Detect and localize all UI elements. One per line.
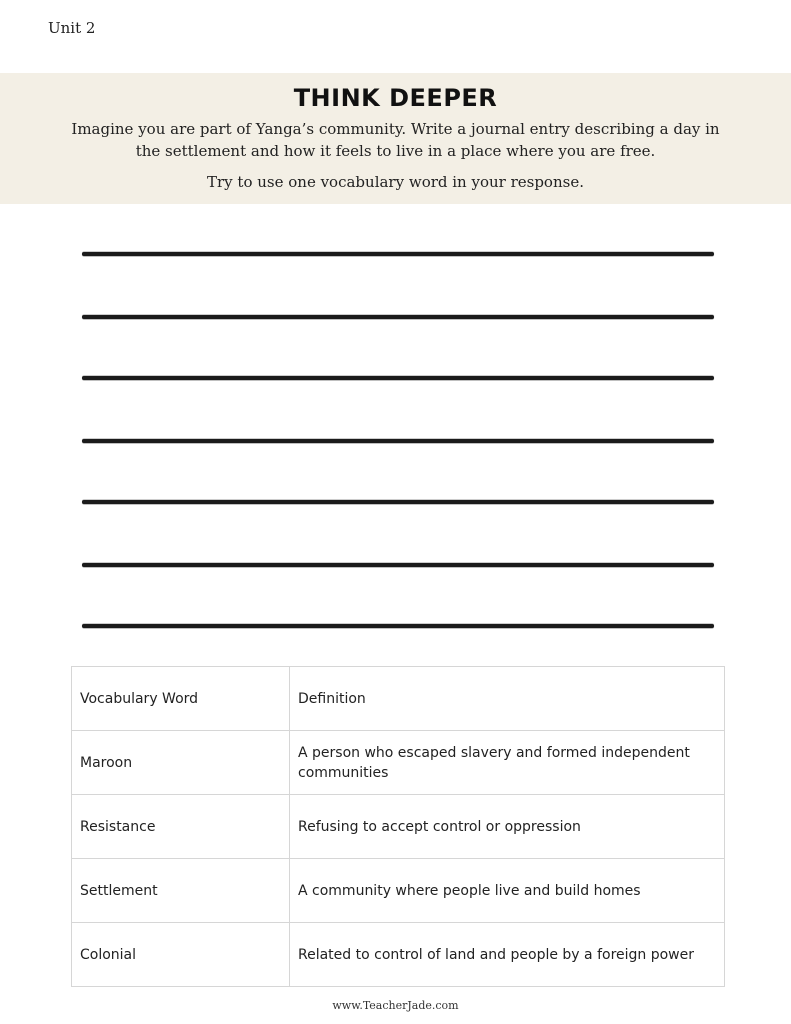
banner-hint: Try to use one vocabulary word in your response.: [207, 173, 584, 191]
table-header-row: [72, 667, 725, 731]
writing-line: [82, 500, 714, 504]
definition: Related to control of land and people by a foreign power: [290, 923, 725, 987]
unit-label: Unit 2: [48, 19, 96, 37]
banner-prompt: Imagine you are part of Yanga’s community. Write a journal entry describing a day in the settlement and how it feels to live in a place where you are free.: [71, 120, 720, 160]
vocabulary-word: Settlement: [72, 859, 290, 923]
writing-line: [82, 624, 714, 628]
definition: A community where people live and build homes: [290, 859, 725, 923]
writing-line: [82, 376, 714, 380]
vocabulary-word: Colonial: [72, 923, 290, 987]
footer-website: www.TeacherJade.com: [332, 999, 459, 1012]
banner-title: THINK DEEPER: [293, 84, 498, 112]
header-vocabulary-word: Vocabulary Word: [72, 667, 290, 731]
vocabulary-word: Maroon: [72, 731, 290, 795]
writing-line: [82, 563, 714, 567]
writing-line: [82, 252, 714, 256]
vocabulary-table: [71, 666, 725, 987]
table-row: [72, 859, 725, 923]
table-row: [72, 795, 725, 859]
writing-line: [82, 315, 714, 319]
header-definition: Definition: [290, 667, 725, 731]
table-row: [72, 731, 725, 795]
table-row: [72, 923, 725, 987]
vocabulary-word: Resistance: [72, 795, 290, 859]
definition: Refusing to accept control or oppression: [290, 795, 725, 859]
writing-line: [82, 439, 714, 443]
definition: A person who escaped slavery and formed independent communities: [290, 731, 725, 795]
